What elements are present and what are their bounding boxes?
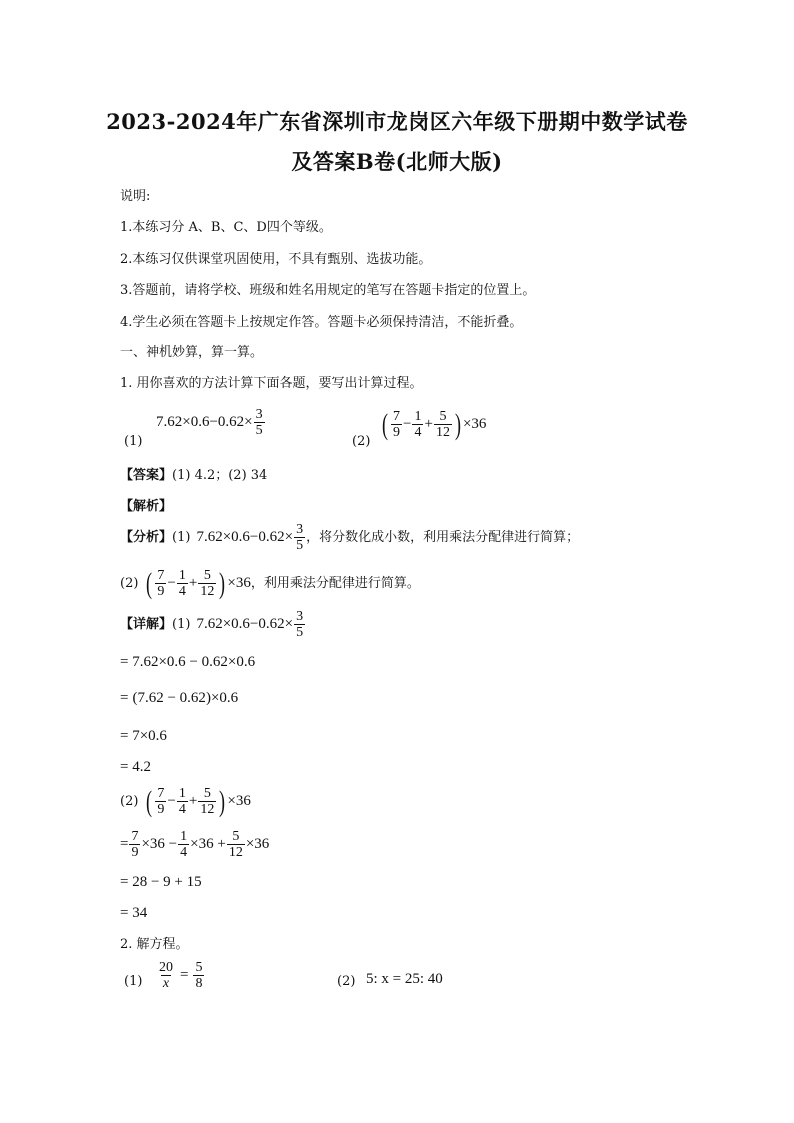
numerator: 7 bbox=[157, 786, 165, 801]
solution-step: = 7×0.6 bbox=[120, 728, 167, 744]
section-heading: 一、神机妙算，算一算。 bbox=[120, 345, 264, 360]
numerator: 1 bbox=[178, 786, 186, 801]
fraction bbox=[254, 407, 265, 438]
denominator: 9 bbox=[157, 584, 165, 599]
xiangjie-tag: 【详解】 bbox=[120, 616, 173, 632]
operator: = bbox=[120, 690, 129, 706]
answer-line bbox=[120, 468, 267, 484]
expression-text: 7.62×0.6−0.62× bbox=[196, 529, 294, 545]
fraction bbox=[412, 409, 423, 440]
analysis-line-2 bbox=[120, 568, 420, 599]
numerator: 1 bbox=[180, 829, 188, 844]
instruction-item: 1.本练习分 A、B、C、D四个等级。 bbox=[120, 220, 332, 235]
denominator: 4 bbox=[180, 845, 188, 860]
denominator: 4 bbox=[178, 584, 186, 599]
instruction-item: 4.学生必须在答题卡上按规定作答。答题卡必须保持清洁，不能折叠。 bbox=[120, 315, 523, 330]
denominator: 5 bbox=[296, 538, 304, 553]
operator: − bbox=[403, 416, 412, 432]
instruction-item: 3.答题前，请将学校、班级和姓名用规定的笔写在答题卡指定的位置上。 bbox=[120, 283, 536, 298]
instructions-heading: 说明: bbox=[120, 189, 151, 204]
denominator: 12 bbox=[200, 802, 215, 817]
denominator: x bbox=[162, 976, 170, 991]
document-title-line-2: 及答案B卷(北师大版) bbox=[291, 149, 503, 174]
expression bbox=[196, 522, 306, 553]
expression-text: ×36 bbox=[462, 416, 487, 432]
fenxi-tag: 【分析】 bbox=[120, 529, 173, 545]
numerator: 1 bbox=[178, 568, 186, 583]
solution-step: = 4.2 bbox=[120, 759, 151, 775]
operator: + bbox=[188, 575, 198, 591]
fraction bbox=[434, 409, 452, 440]
right-paren: ) bbox=[219, 566, 226, 600]
expression-text: 7.62×0.6−0.62× bbox=[156, 414, 253, 430]
numerator: 5 bbox=[203, 786, 211, 801]
numerator: 7 bbox=[393, 409, 400, 424]
denominator: 9 bbox=[157, 802, 165, 817]
analysis-text: ，将分数化成小数，利用乘法分配律进行简算； bbox=[306, 529, 580, 545]
expression-text: ×36 bbox=[227, 575, 251, 591]
expression-text: ×0.6 bbox=[210, 690, 239, 706]
denominator: 4 bbox=[178, 802, 186, 817]
fraction bbox=[391, 409, 402, 440]
problem-label: (1) bbox=[124, 974, 143, 989]
question-1-prompt: 1. 用你喜欢的方法计算下面各题，要写出计算过程。 bbox=[120, 376, 423, 391]
numerator: 5 bbox=[203, 568, 211, 583]
right-paren: ) bbox=[205, 690, 211, 706]
fraction bbox=[157, 960, 175, 991]
numerator: 3 bbox=[255, 407, 263, 422]
numerator: 3 bbox=[296, 609, 304, 624]
analysis-tag: 【解析】 bbox=[120, 499, 173, 514]
problem-2-expression bbox=[380, 409, 486, 440]
denominator: 9 bbox=[131, 845, 139, 860]
problem-label: (1) bbox=[124, 434, 143, 449]
problem-label: (2) bbox=[337, 974, 356, 989]
right-paren: ) bbox=[454, 407, 461, 441]
solution-step: = 34 bbox=[120, 905, 148, 921]
fraction bbox=[198, 786, 216, 817]
answer-tag: 【答案】 bbox=[120, 468, 173, 483]
fraction bbox=[177, 568, 188, 599]
solution-step bbox=[120, 829, 269, 860]
left-paren: ( bbox=[146, 566, 153, 600]
operator: + bbox=[424, 416, 433, 432]
expression-text: ×36 + bbox=[190, 836, 226, 852]
numerator: 1 bbox=[414, 409, 422, 424]
operator: + bbox=[188, 793, 198, 809]
operator: = bbox=[120, 836, 129, 852]
expression-text: ×36 − bbox=[141, 836, 178, 852]
instruction-item: 2.本练习仅供课堂巩固使用，不具有甄别、选拔功能。 bbox=[120, 252, 432, 267]
denominator: 5 bbox=[255, 423, 263, 438]
expression bbox=[196, 609, 306, 640]
numerator: 5 bbox=[439, 409, 447, 424]
numerator: 5 bbox=[232, 829, 240, 844]
expression-text: ×36 bbox=[245, 836, 270, 852]
operator: − bbox=[167, 575, 176, 591]
problem-label: (1) bbox=[172, 529, 191, 545]
numerator: 5 bbox=[195, 960, 203, 975]
analysis-line-1 bbox=[120, 522, 579, 553]
left-paren: ( bbox=[132, 690, 138, 706]
answer-text: (1) 4.2；(2) 34 bbox=[172, 468, 268, 483]
solution-line bbox=[120, 786, 251, 817]
fraction bbox=[198, 568, 216, 599]
problem-1-expression bbox=[156, 407, 266, 438]
fraction bbox=[129, 829, 140, 860]
problem-label: (2) bbox=[120, 575, 139, 591]
denominator: 5 bbox=[296, 625, 304, 640]
fraction bbox=[193, 960, 204, 991]
denominator: 12 bbox=[435, 425, 450, 440]
expression-text: 7.62 − 0.62 bbox=[137, 690, 206, 706]
problem-label: (1) bbox=[172, 616, 191, 632]
problem-label: (2) bbox=[352, 434, 371, 449]
numerator: 3 bbox=[296, 522, 304, 537]
equation-1 bbox=[156, 960, 205, 991]
fraction bbox=[178, 829, 189, 860]
equation-2: 5: x = 25: 40 bbox=[366, 971, 443, 987]
solution-step: = 7.62×0.6 − 0.62×0.6 bbox=[120, 654, 256, 670]
numerator: 7 bbox=[131, 829, 139, 844]
fraction bbox=[155, 786, 166, 817]
solution-line bbox=[120, 609, 306, 640]
left-paren: ( bbox=[146, 784, 153, 818]
expression-text: ×36 bbox=[227, 793, 251, 809]
solution-step: = 28 − 9 + 15 bbox=[120, 874, 202, 890]
fraction bbox=[227, 829, 245, 860]
denominator: 4 bbox=[414, 425, 422, 440]
numerator: 20 bbox=[159, 960, 173, 975]
solution-step bbox=[120, 690, 238, 707]
fraction bbox=[294, 522, 305, 553]
denominator: 8 bbox=[195, 976, 203, 991]
numerator: 7 bbox=[157, 568, 165, 583]
left-paren: ( bbox=[382, 407, 388, 441]
fraction bbox=[155, 568, 166, 599]
fraction bbox=[294, 609, 305, 640]
question-2-prompt: 2. 解方程。 bbox=[120, 937, 189, 952]
denominator: 12 bbox=[228, 845, 243, 860]
fraction bbox=[177, 786, 188, 817]
analysis-text: ，利用乘法分配律进行简算。 bbox=[250, 575, 420, 591]
operator: = bbox=[180, 967, 189, 983]
denominator: 9 bbox=[393, 425, 400, 440]
operator: − bbox=[167, 793, 176, 809]
problem-label: (2) bbox=[120, 793, 139, 809]
document-title-line-1: 2023-2024年广东省深圳市龙岗区六年级下册期中数学试卷 bbox=[106, 109, 688, 134]
expression bbox=[144, 568, 250, 599]
expression-text: 7.62×0.6−0.62× bbox=[196, 616, 294, 632]
denominator: 12 bbox=[200, 584, 215, 599]
right-paren: ) bbox=[219, 784, 226, 818]
expression bbox=[144, 786, 250, 817]
